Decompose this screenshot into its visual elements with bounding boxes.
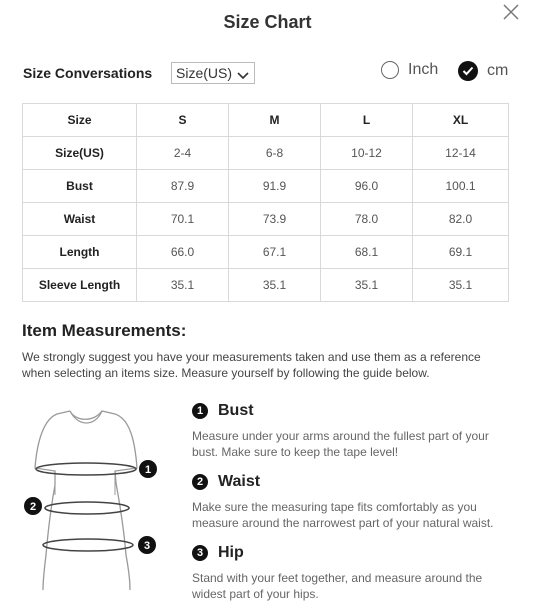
table-cell: 78.0 bbox=[321, 203, 413, 236]
size-select-value: Size(US) bbox=[176, 65, 233, 81]
table-cell: 66.0 bbox=[137, 236, 229, 269]
measurement-text: Stand with your feet together, and measure around the widest part of your hips. bbox=[192, 571, 483, 601]
unit-inch-label: Inch bbox=[408, 61, 439, 78]
table-cell: 35.1 bbox=[321, 269, 413, 302]
table-cell: 87.9 bbox=[137, 170, 229, 203]
unit-option-cm[interactable] bbox=[458, 61, 508, 81]
table-cell: 35.1 bbox=[413, 269, 509, 302]
measurement-text: Make sure the measuring tape fits comfortably as you measure around the narrowest part of your natural waist. bbox=[192, 500, 494, 530]
table-cell: 82.0 bbox=[413, 203, 509, 236]
table-header-row bbox=[23, 104, 509, 137]
row-label: Length bbox=[23, 236, 137, 269]
table-row bbox=[23, 236, 509, 269]
marker-2-badge bbox=[24, 497, 42, 515]
table-row bbox=[23, 170, 509, 203]
marker-1-number: 1 bbox=[144, 464, 152, 476]
measurement-figure bbox=[20, 405, 165, 590]
size-conversations-label: Size Conversations bbox=[23, 65, 153, 81]
marker-3-number: 3 bbox=[143, 540, 151, 552]
table-cell: 100.1 bbox=[413, 170, 509, 203]
table-row bbox=[23, 269, 509, 302]
measurement-waist bbox=[192, 473, 512, 531]
item-measurements-description: We strongly suggest you have your measurements taken and use them as a reference when selecting an items size. Measure yourself by following the guide below. bbox=[22, 350, 481, 380]
measurement-name: Hip bbox=[218, 544, 244, 561]
unit-option-inch[interactable] bbox=[381, 61, 438, 79]
unit-cm-label: cm bbox=[487, 62, 509, 79]
row-label: Waist bbox=[23, 203, 137, 236]
measurement-heading bbox=[192, 402, 512, 420]
measurement-hip bbox=[192, 544, 512, 602]
table-row bbox=[23, 203, 509, 236]
size-conversation-select[interactable] bbox=[171, 62, 255, 84]
table-header-cell: M bbox=[229, 104, 321, 137]
table-cell: 91.9 bbox=[229, 170, 321, 203]
table-header-cell: S bbox=[137, 104, 229, 137]
measurement-name: Waist bbox=[218, 473, 261, 490]
table-cell: 73.9 bbox=[229, 203, 321, 236]
table-cell: 68.1 bbox=[321, 236, 413, 269]
table-cell: 69.1 bbox=[413, 236, 509, 269]
dialog-title: Size Chart bbox=[223, 12, 312, 32]
table-cell: 35.1 bbox=[137, 269, 229, 302]
number-badge: 2 bbox=[192, 474, 208, 490]
radio-checked-icon[interactable] bbox=[458, 61, 478, 81]
measurement-heading bbox=[192, 544, 512, 562]
measurement-name: Bust bbox=[218, 402, 254, 419]
marker-3-badge bbox=[138, 536, 156, 554]
row-label: Size(US) bbox=[23, 137, 137, 170]
number-badge: 1 bbox=[192, 403, 208, 419]
table-header-cell: Size bbox=[23, 104, 137, 137]
close-icon[interactable] bbox=[502, 3, 520, 21]
table-cell: 70.1 bbox=[137, 203, 229, 236]
table-cell: 67.1 bbox=[229, 236, 321, 269]
table-cell: 6-8 bbox=[229, 137, 321, 170]
measurement-heading bbox=[192, 473, 512, 491]
chevron-down-icon bbox=[237, 68, 249, 84]
table-header-cell: L bbox=[321, 104, 413, 137]
table-row bbox=[23, 137, 509, 170]
marker-2-number: 2 bbox=[29, 501, 37, 513]
number-badge: 3 bbox=[192, 545, 208, 561]
size-table bbox=[22, 103, 509, 302]
measurement-text: Measure under your arms around the fullest part of your bust. Make sure to keep the tape level! bbox=[192, 429, 489, 459]
table-cell: 12-14 bbox=[413, 137, 509, 170]
table-cell: 2-4 bbox=[137, 137, 229, 170]
item-measurements-title: Item Measurements: bbox=[22, 321, 187, 340]
row-label: Sleeve Length bbox=[23, 269, 137, 302]
row-label: Bust bbox=[23, 170, 137, 203]
marker-1-badge bbox=[139, 460, 157, 478]
measurement-bust bbox=[192, 402, 512, 460]
table-cell: 96.0 bbox=[321, 170, 413, 203]
table-header-cell: XL bbox=[413, 104, 509, 137]
table-cell: 10-12 bbox=[321, 137, 413, 170]
radio-unchecked-icon[interactable] bbox=[381, 61, 399, 79]
table-cell: 35.1 bbox=[229, 269, 321, 302]
